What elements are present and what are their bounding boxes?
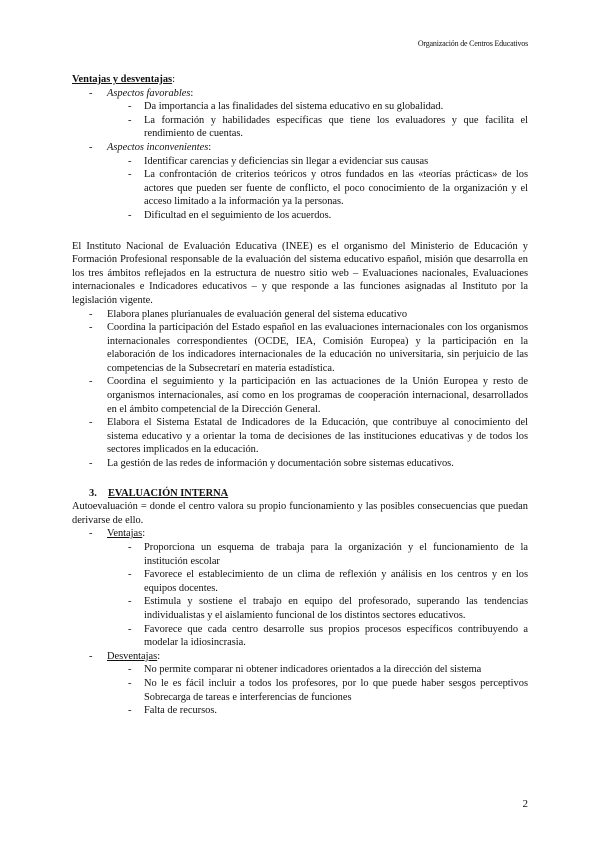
list-item: - Desventajas: — [89, 650, 161, 662]
list-item: - No le es fácil incluir a todos los profesores, por lo que puede haber sesgos perceptivos Sobrecarga de tareas e interferencias de funciones — [128, 677, 528, 703]
section-3-heading: 3. EVALUACIÓN INTERNA — [89, 487, 229, 499]
running-header: Organización de Centros Educativos — [417, 39, 528, 48]
list-item: - Favorece el establecimiento de un clima de reflexión y análisis en los centros y en los equipos docentes. — [128, 569, 528, 594]
inee-functions-list — [72, 308, 528, 471]
section-heading-text: Ventajas y desventajas — [72, 74, 173, 85]
list-item: - Favorece que cada centro desarrolle sus propios procesos específicos contribuyendo a modelar la idiosincrasia. — [128, 623, 528, 649]
section-heading-ventajas-desventajas: Ventajas y desventajas: — [72, 74, 175, 85]
list-item: - Elabora el Sistema Estatal de Indicadores de la Educación, que contribuye al conocimiento del sistema educativo y a orientar la toma de decisiones de las instituciones educativas y de todos los sectores implicados en la educación. — [89, 417, 528, 456]
list-item: - La gestión de las redes de información y documentación sobre sistemas educativos. — [89, 458, 454, 470]
list-item: - Elabora planes plurianuales de evaluación general del sistema educativo — [89, 308, 408, 320]
list-item: - No permite comparar ni obtener indicadores orientados a la dirección del sistema — [128, 664, 482, 676]
list-item: - Da importancia a las finalidades del sistema educativo en su globalidad. — [128, 101, 444, 113]
section-3-intro: Autoevaluación = donde el centro valora su propio funcionamiento y las posibles consecuencias que puedan derivarse de ello. — [72, 501, 528, 526]
inee-paragraph: El Instituto Nacional de Evaluación Educativa (INEE) es el organismo del Ministerio de Educación y Formación Profesional responsable de la evaluación del sistema educativo español, misión que desarrolla en los tres ámbitos reflejados en la estructura de nuestro sitio web – Evaluaciones nacionales, Evaluaciones internacionales e Indicadores educativos – y que responde a las funciones asignadas al Instituto por la legislación vigente. — [72, 240, 528, 306]
evaluation-list — [72, 527, 528, 717]
list-item: - La formación y habilidades específicas que tiene los evaluadores y que facilita el rendimiento de cuentas. — [128, 114, 528, 140]
page-number: 2 — [522, 798, 528, 810]
list-item: - Identificar carencias y deficiencias sin llegar a evidenciar sus causas — [128, 155, 429, 167]
list-item: - Aspectos inconvenientes: — [89, 141, 212, 153]
list-item: - Proporciona un esquema de trabaja para la organización y el funcionamiento de la institución escolar — [128, 542, 528, 567]
list-item: - Falta de recursos. — [128, 705, 217, 717]
list-item: - La confrontación de criterios teóricos y otros fundados en las «teorías prácticas» de los actores que pueden ser fuente de conflicto, el poco conocimiento de la organización y el acceso limitado a la información ya la personas. — [128, 169, 528, 208]
list-item: - Dificultad en el seguimiento de los acuerdos. — [128, 209, 332, 221]
list-item: - Estimula y sostiene el trabajo en equipo del profesorado, superando las tendencias individualistas y el aislamiento funcional de los distintos sectores educativos. — [128, 596, 528, 621]
list-item: - Ventajas: — [89, 528, 146, 540]
list-item: - Coordina la participación del Estado español en las evaluaciones internacionales con los organismos internacionales correspondientes (OCDE, IEA, Comisión Europea) y la participación en la elaboración de los indicadores internacionales de la educación no universitaria, sin perjuicio de las competencias de la Subsecretarí en materia estadística. — [89, 322, 528, 374]
page-body — [72, 73, 528, 718]
list-item: - Coordina el seguimiento y la participación en las actuaciones de la Unión Europea y resto de organismos internacionales, así como en los programas de cooperación internacional, desarrollados en el ámbito competencial de la Dirección General. — [89, 376, 528, 415]
list-item: - Aspectos favorables: — [89, 87, 194, 99]
aspects-list — [72, 87, 528, 223]
